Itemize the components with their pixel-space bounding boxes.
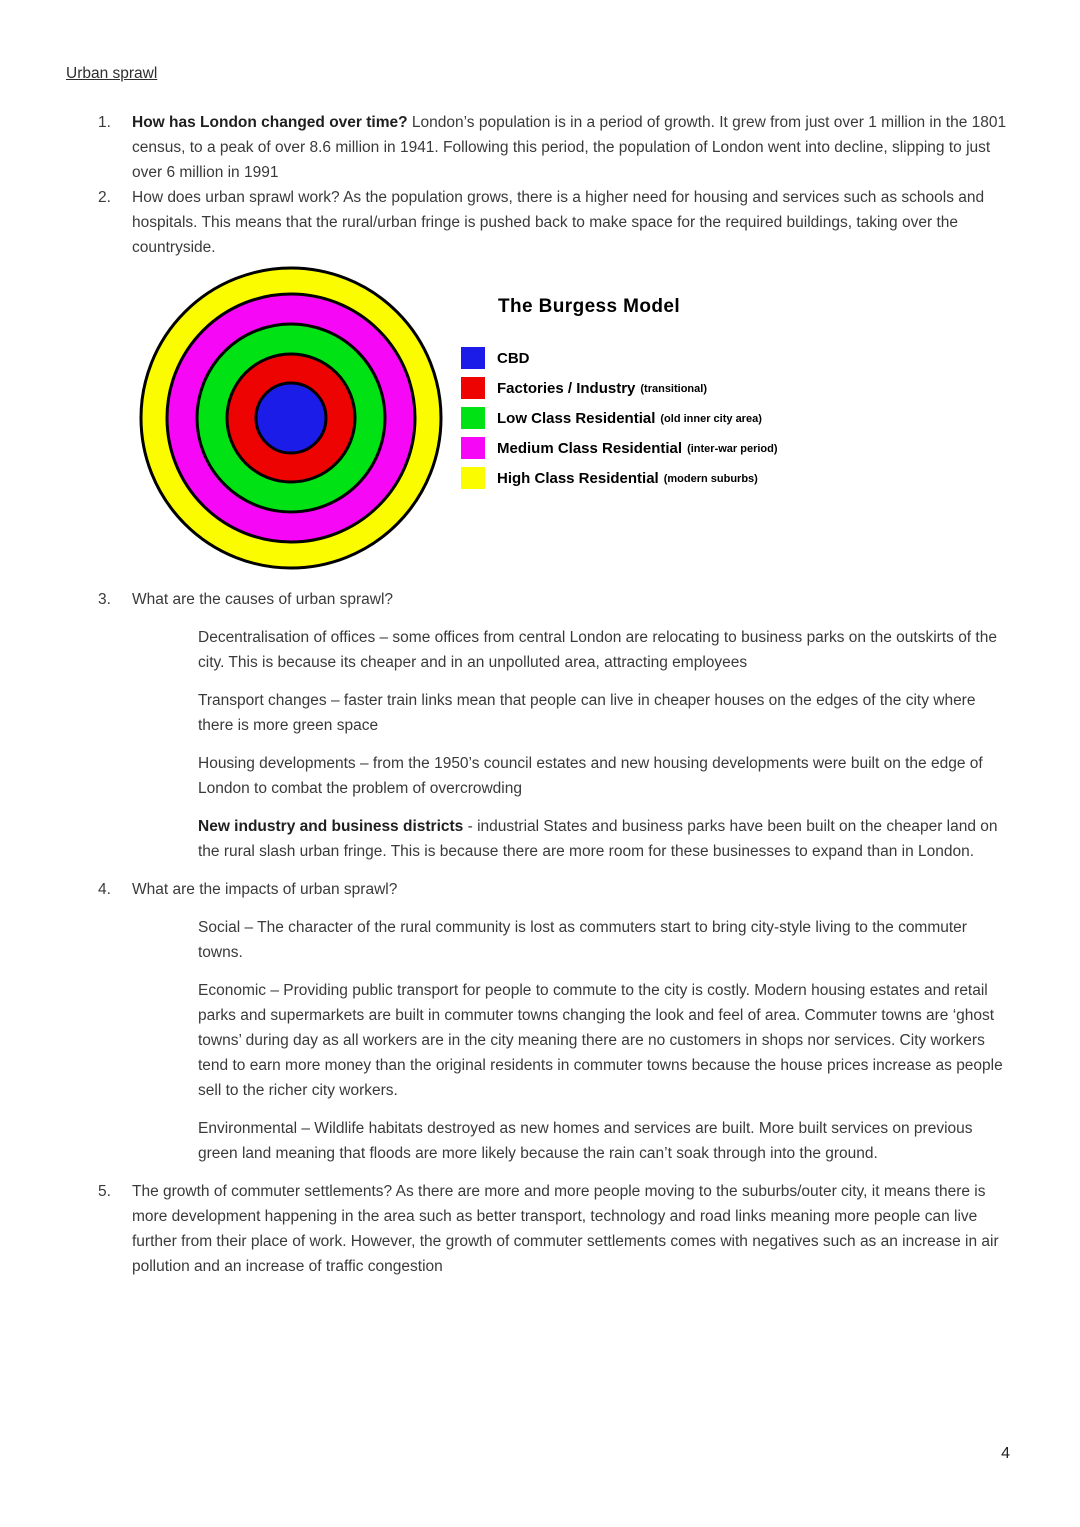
page-title: Urban sprawl [66,65,158,82]
legend-row-medium-class-residential [461,437,778,459]
list-item-3 [66,587,1013,864]
list-item-2-body [132,185,1013,574]
legend-label-factories-industry: Factories / Industry [497,379,636,397]
impact-social-text: Social – The character of the rural community is lost as commuters start to bring city-style living to the commuter towns. [198,919,967,961]
legend-label-low-class-residential: Low Class Residential [497,409,656,427]
cause-transport [198,688,1013,738]
legend-note-medium-class-residential: (inter-war period) [687,442,778,455]
legend-swatch-cbd [461,347,485,369]
list-item-1-body [132,110,1013,185]
list-item-4-body [132,877,1013,1166]
legend-swatch-low-class-residential [461,407,485,429]
list-item-1-number: 1. [98,114,111,131]
burgess-legend [461,266,778,570]
list-item-5-number: 5. [98,1183,111,1200]
cause-decentralisation-text: Decentralisation of offices – some offices from central London are relocating to business parks on the outskirts of the city. This is because its cheaper and in an unpolluted area, attracting employees [198,629,997,671]
burgess-model-figure [139,266,1013,570]
impact-environmental-text: Environmental – Wildlife habitats destroyed as new homes and services are built. More built services on previous green land meaning that floods are more likely because the rain can’t soak through into the ground. [198,1120,973,1162]
list-item-5 [66,1179,1013,1279]
legend-label-cbd: CBD [497,349,530,367]
legend-swatch-factories-industry [461,377,485,399]
cause-new-industry-lead: New industry and business districts [198,818,464,835]
list-item-5-body [132,1179,1013,1279]
cause-housing [198,751,1013,801]
legend-label-high-class-residential: High Class Residential [497,469,659,487]
legend-note-low-class-residential: (old inner city area) [660,412,762,425]
cause-new-industry-text: - industrial States and business parks have been built on the cheaper land on the rural slash urban fringe. This is because there are more room for these businesses to expand than in London. [198,818,998,860]
list-item-4-number: 4. [98,881,111,898]
list-item-3-text: What are the causes of urban sprawl? [132,591,394,608]
legend-row-high-class-residential [461,467,778,489]
legend-note-high-class-residential: (modern suburbs) [663,472,758,485]
impact-economic [198,978,1013,1103]
legend-swatch-medium-class-residential [461,437,485,459]
burgess-legend-rows [461,347,778,489]
list-item-4-text: What are the impacts of urban sprawl? [132,881,398,898]
list-item-4 [66,877,1013,1166]
cause-housing-text: Housing developments – from the 1950’s council estates and new housing developments were built on the edge of London to combat the problem of overcrowding [198,755,983,797]
legend-row-factories-industry [461,377,778,399]
burgess-legend-title: The Burgess Model [498,296,681,317]
legend-swatch-high-class-residential [461,467,485,489]
list-item-5-text: The growth of commuter settlements? As there are more and more people moving to the suburbs/outer city, it means there is more development happening in the area such as better transport, technology and road links meaning more people can live further from their place of work. However, the growth of commuter settlements comes with negatives such as an increase in air pollution and an increase of traffic congestion [132,1183,999,1275]
cause-new-industry [198,814,1013,864]
legend-label-medium-class-residential: Medium Class Residential [497,439,683,457]
list-item-2-text: How does urban sprawl work? As the population grows, there is a higher need for housing and services such as schools and hospitals. This means that the rural/urban fringe is pushed back to make space for the required buildings, taking over the countryside. [132,189,985,256]
list-item-1 [66,110,1013,185]
burgess-rings-diagram [139,266,443,570]
list-item-1-lead: How has London changed over time? [132,114,408,131]
list-item-3-body [132,587,1013,864]
impact-economic-text: Economic – Providing public transport for people to commute to the city is costly. Modern housing estates and retail parks and supermarkets are built in commuter towns changing the look and feel of area. Commuter towns are ‘ghost towns’ during day as all workers are in the city meaning there are no customers in shops nor services. City workers tend to earn more money than the original residents in commuter towns because the house prices increase as people sell to the richer city workers. [198,982,1003,1099]
page-number: 4 [1001,1445,1010,1462]
legend-row-low-class-residential [461,407,778,429]
legend-note-factories-industry: (transitional) [640,382,707,395]
impact-social [198,915,1013,965]
impact-environmental [198,1116,1013,1166]
ring-cbd [256,383,326,453]
cause-transport-text: Transport changes – faster train links mean that people can live in cheaper houses on the edges of the city where there is more green space [198,692,976,734]
list-item-2-number: 2. [98,189,111,206]
cause-decentralisation [198,625,1013,675]
legend-row-cbd [461,347,778,369]
list-item-1-text: London’s population is in a period of growth. It grew from just over 1 million in the 1801 census, to a peak of over 8.6 million in 1941. Following this period, the population of London went into decline, slipping to just over 6 million in 1991 [132,114,1007,181]
list-item-2 [66,185,1013,574]
list-item-3-number: 3. [98,591,111,608]
